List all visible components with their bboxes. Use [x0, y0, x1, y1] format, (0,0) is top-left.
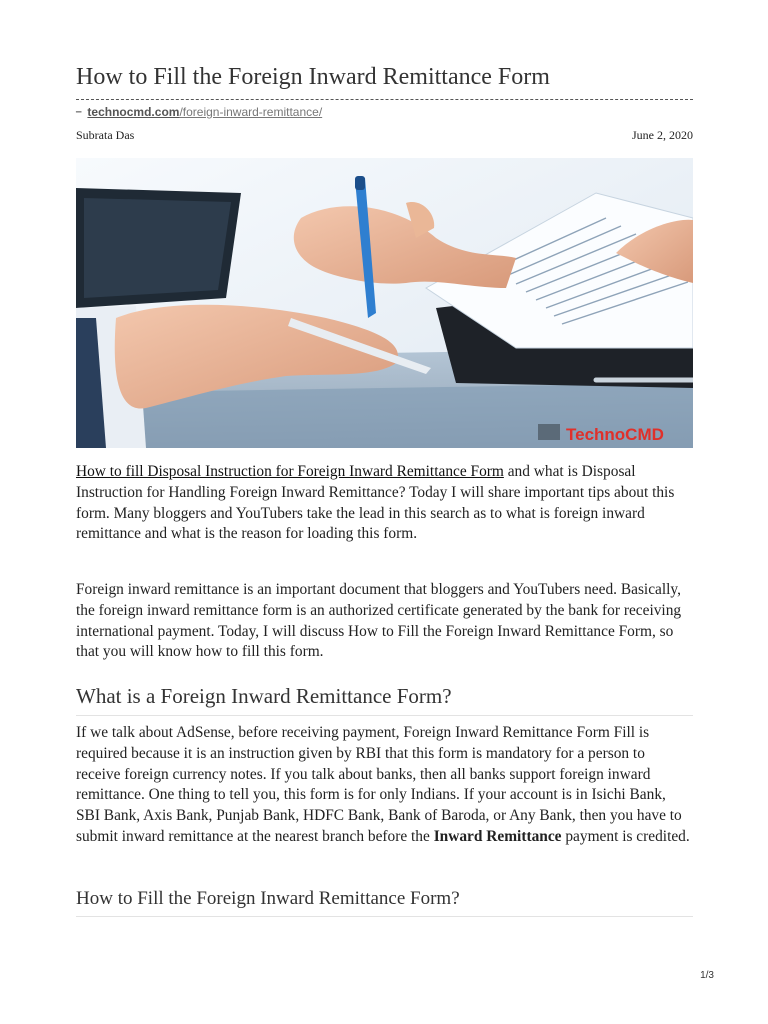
hero-image — [76, 158, 693, 448]
paragraph-3-text: If we talk about AdSense, before receiving payment, Foreign Inward Remittance Form Fill is required because it is an instruction given by RBI that this form is mandatory for a person to receive foreign currency notes. If you talk about banks, then all banks support foreign inward remittance. One thing to tell you, this form is for only Indians. If your account is in Isichi Bank, SBI Bank, Axis Bank, Punjab Bank, HDFC Bank, Bank of Baroda, or Any Bank, then you have to submit inward remittance at the nearest branch before the — [76, 724, 682, 845]
source-url[interactable] — [76, 105, 322, 119]
author-name: Subrata Das — [76, 128, 135, 142]
intro-paragraph — [76, 462, 693, 545]
heading-rule — [76, 715, 693, 716]
paragraph-3 — [76, 723, 693, 848]
title-divider — [76, 99, 693, 100]
heading-how-to-fill: How to Fill the Foreign Inward Remittance Form? — [76, 888, 460, 909]
page-title: How to Fill the Foreign Inward Remittance Form — [76, 64, 550, 90]
intro-text: and what is Disposal Instruction for Handling Foreign Inward Remittance? Today I will share important tips about this form. Many bloggers and YouTubers take the lead in this search as to what is foreign inward remittance and what is the reason for loading this form. — [76, 463, 675, 543]
heading-rule-2 — [76, 916, 693, 917]
link-icon: ━ — [76, 107, 82, 118]
page-number: 1/3 — [700, 970, 714, 981]
publish-date: June 2, 2020 — [632, 128, 693, 142]
hero-illustration — [76, 158, 693, 448]
hero-watermark: TechnoCMD — [566, 425, 664, 444]
source-host[interactable]: technocmd.com — [87, 105, 180, 119]
heading-what-is: What is a Foreign Inward Remittance Form? — [76, 684, 452, 708]
paragraph-3-end: payment is credited. — [561, 827, 690, 845]
watermark-logo-icon — [538, 424, 560, 440]
paragraph-3-bold: Inward Remittance — [433, 827, 562, 845]
paragraph-2: Foreign inward remittance is an important document that bloggers and YouTubers need. Basically, the foreign inward remittance form is an authorized certificate generated by the bank for receiving international payment. Today, I will discuss How to Fill the Foreign Inward Remittance Form, so that you will know how to fill this form. — [76, 581, 682, 661]
source-path[interactable]: /foreign-inward-remittance/ — [179, 105, 323, 119]
intro-link[interactable]: How to fill Disposal Instruction for Foreign Inward Remittance Form — [76, 463, 504, 480]
